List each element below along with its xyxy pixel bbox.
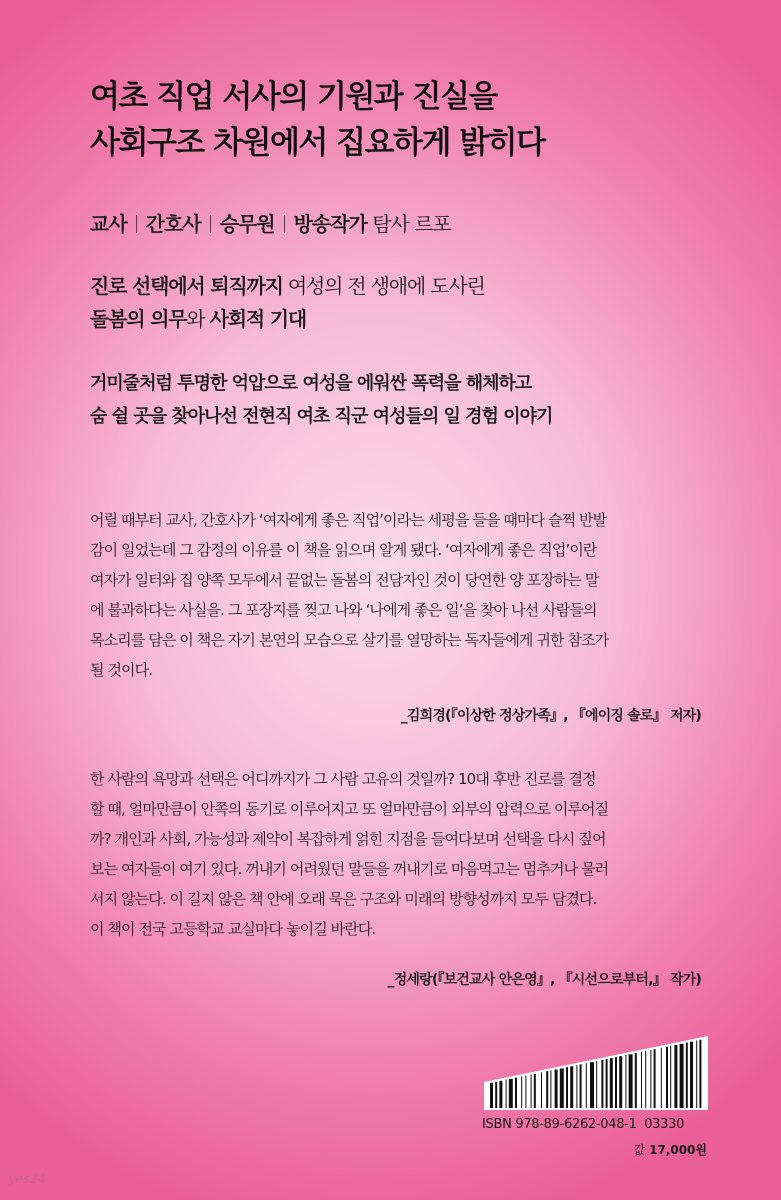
barcode-bar (635, 1053, 637, 1108)
quote-line: 보는 여자들이 여기 있다. 꺼내기 어려웠던 말들을 꺼내기로 마음먹고는 멈추거나 물러 (90, 860, 609, 878)
quote-line: 에 불과하다는 사실을. 그 포장지를 찢고 나와 ‘나에게 좋은 일’을 찾아 나선 사람들의 (90, 601, 597, 619)
lead-line-1: 거미줄처럼 투명한 억압으로 여성을 에워싼 폭력을 해체하고 (90, 373, 532, 394)
quote-line: 할 때, 얼마만큼이 안쪽의 동기로 이루어지고 또 얼마만큼이 외부의 압력으로 이루어질 (90, 800, 609, 818)
barcode-bar (674, 1045, 677, 1108)
quote-line: 목소리를 담은 이 책은 자기 본연의 모습으로 살기를 열망하는 독자들에게 귀한 참조가 (90, 631, 609, 649)
barcode-bar (650, 1050, 651, 1108)
barcode-bar (555, 1070, 558, 1108)
quote-line: 감이 일었는데 그 감정의 이유를 이 책을 읽으며 알게 됐다. ‘여자에게 좋은 직업’이란 (90, 541, 597, 559)
barcode-image (484, 1036, 708, 1110)
quote-2-attribution: _정세랑(『보건교사 안은영』, 『시선으로부터,』 작가) (387, 972, 701, 988)
barcode-bar (566, 1067, 568, 1108)
endorsement-quote-1 (90, 505, 702, 685)
barcode-bar (615, 1057, 617, 1108)
barcode-bar (546, 1071, 548, 1108)
quote-line: 이 책이 전국 고등학교 교실마다 놓이길 바란다. (90, 920, 376, 938)
barcode-bar (680, 1044, 684, 1108)
headline-line-1: 여초 직업 서사의 기원과 진실을 (90, 79, 497, 115)
barcode-bar (610, 1058, 613, 1108)
lead-line-2: 숨 쉴 곳을 찾아나선 전현직 여초 직군 여성들의 일 경험 이야기 (90, 406, 553, 427)
barcode-bar (506, 1080, 507, 1108)
job-item: 방송작가 (293, 212, 367, 236)
job-item: 승무원 (219, 212, 275, 236)
barcode-bar (570, 1066, 573, 1108)
barcode-bar (534, 1074, 536, 1108)
barcode-bar (645, 1051, 646, 1108)
subtitle-text: 여성의 전 생애에 도사린 (282, 274, 485, 298)
price (634, 1141, 707, 1158)
barcode-bar (606, 1059, 608, 1108)
job-separator (284, 215, 285, 233)
barcode-bar (670, 1046, 671, 1108)
barcode-bar (509, 1079, 513, 1108)
price-label: 값 (633, 1143, 646, 1157)
barcode-bar (490, 1083, 493, 1108)
isbn-number: ISBN 978-89-6262-048-1 03330 (482, 1117, 685, 1132)
quote-line: 어릴 때부터 교사, 간호사가 ‘여자에게 좋은 직업’이라는 세평을 들을 때마다 슬쩍 반발 (90, 511, 607, 529)
quote-line: 한 사람의 욕망과 선택은 어디까지가 그 사람 고유의 것일까? 10대 후반 진로를 결정 (90, 770, 596, 788)
job-list-suffix: 탐사 르포 (372, 212, 451, 236)
barcode-bar (499, 1081, 502, 1108)
subtitle-text: 와 (186, 307, 210, 331)
price-value: 17,000원 (649, 1143, 707, 1157)
lead-text (90, 367, 552, 433)
barcode-bar (525, 1075, 526, 1108)
job-separator (136, 215, 137, 233)
job-item: 교사 (90, 212, 127, 236)
quote-line: 까? 개인과 사회, 가능성과 제약이 복잡하게 얽힌 지점을 들여다보며 선택을 다시 짚어 (90, 830, 606, 848)
subtitle-emphasis: 사회적 기대 (209, 307, 307, 331)
barcode-bar (629, 1054, 633, 1108)
quote-line: 여자가 일터와 집 양쪽 모두에서 끝없는 돌봄의 전담자인 것이 당연한 양 포장하는 말 (90, 571, 599, 589)
barcode-bar (580, 1064, 582, 1108)
barcode-bar (699, 1040, 701, 1108)
barcode-bar (576, 1065, 577, 1108)
barcode-bar (531, 1074, 532, 1108)
job-list (90, 209, 451, 239)
job-item: 간호사 (145, 212, 201, 236)
headline-line-2: 사회구조 차원에서 집요하게 밝히다 (90, 125, 545, 161)
subtitle-line-1 (90, 270, 485, 303)
barcode-bar (601, 1060, 603, 1108)
barcode-bar (625, 1055, 626, 1108)
barcode-bar (550, 1070, 551, 1108)
subtitle-emphasis: 진로 선택에서 퇴직까지 (90, 274, 283, 298)
quote-line: 될 것이다. (90, 661, 153, 679)
quote-1-attribution: _김희경(『이상한 정상가족』, 『에이징 솔로』 저자) (400, 708, 701, 724)
barcode-bar (541, 1072, 542, 1108)
barcode-bar (661, 1048, 662, 1108)
subtitle (90, 270, 485, 336)
barcode-bar (590, 1062, 594, 1108)
barcode-bar (586, 1063, 587, 1108)
watermark-logo: yes24 (8, 1172, 47, 1187)
barcode-bar (515, 1078, 517, 1108)
barcode-bar (495, 1082, 497, 1108)
barcode-bar (521, 1076, 522, 1108)
barcode-bar (619, 1056, 622, 1108)
barcode-bar (641, 1052, 642, 1108)
barcode-bar (666, 1047, 668, 1108)
headline (90, 74, 730, 166)
endorsement-quote-2 (90, 764, 702, 944)
barcode-bar (596, 1061, 597, 1108)
barcode-bar (686, 1043, 688, 1108)
quote-line: 서지 않는다. 이 길지 않은 책 안에 오래 묵은 구조와 미래의 방향성까지 모두 담겼다. (90, 890, 597, 908)
subtitle-emphasis: 돌봄의 의무 (90, 307, 187, 331)
barcode-bar (654, 1049, 656, 1108)
barcode-bar (560, 1068, 564, 1108)
job-separator (210, 215, 211, 233)
subtitle-line-2 (90, 303, 485, 336)
barcode-bar (696, 1040, 697, 1108)
barcode-bar (690, 1042, 693, 1108)
